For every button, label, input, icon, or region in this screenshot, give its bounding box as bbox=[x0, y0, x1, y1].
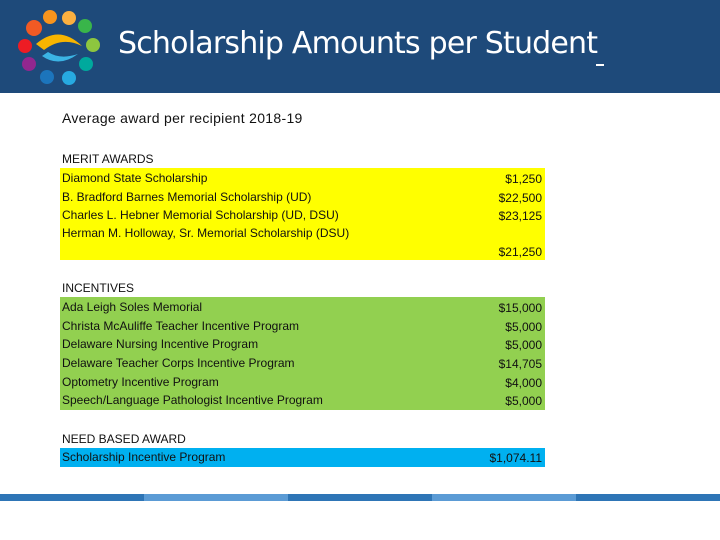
row-label: Diamond State Scholarship bbox=[62, 171, 208, 185]
row-amount: $5,000 bbox=[505, 393, 542, 408]
incentives-header: INCENTIVES bbox=[62, 281, 135, 295]
table-row bbox=[62, 448, 542, 467]
row-label: Ada Leigh Soles Memorial bbox=[62, 300, 203, 314]
subtitle: Average award per recipient 2018-19 bbox=[62, 110, 303, 126]
title-underline-mark bbox=[596, 64, 604, 66]
row-amount: $21,250 bbox=[498, 244, 542, 259]
row-amount: $4,000 bbox=[505, 375, 542, 390]
table-row bbox=[62, 391, 542, 410]
footer-bar-segment bbox=[0, 494, 144, 501]
row-amount: $5,000 bbox=[505, 319, 542, 334]
table-row bbox=[62, 298, 542, 317]
row-label: Herman M. Holloway, Sr. Memorial Scholarship (DSU) bbox=[62, 226, 350, 240]
footer-bar-segment bbox=[432, 494, 576, 501]
table-row bbox=[62, 317, 542, 336]
table-row bbox=[62, 169, 542, 188]
row-label: Optometry Incentive Program bbox=[62, 375, 219, 389]
row-label: Scholarship Incentive Program bbox=[62, 450, 226, 464]
footer-bar-segment bbox=[288, 494, 432, 501]
row-amount: $1,250 bbox=[505, 171, 542, 186]
header-bar bbox=[0, 0, 720, 93]
table-row bbox=[62, 206, 542, 225]
row-label: Charles L. Hebner Memorial Scholarship (UD, DSU) bbox=[62, 208, 339, 222]
row-amount: $1,074.11 bbox=[489, 450, 542, 465]
row-amount: $22,500 bbox=[498, 190, 542, 205]
row-amount: $5,000 bbox=[505, 337, 542, 352]
row-label: Delaware Teacher Corps Incentive Program bbox=[62, 356, 295, 370]
page-title: Scholarship Amounts per Student bbox=[118, 26, 598, 61]
logo-icon bbox=[14, 4, 104, 90]
table-row bbox=[62, 224, 542, 261]
row-label: Christa McAuliffe Teacher Incentive Program bbox=[62, 319, 299, 333]
row-label: B. Bradford Barnes Memorial Scholarship (UD) bbox=[62, 190, 312, 204]
footer-bar-segment bbox=[144, 494, 288, 501]
row-amount: $15,000 bbox=[498, 300, 542, 315]
row-label: Delaware Nursing Incentive Program bbox=[62, 337, 259, 351]
row-amount: $14,705 bbox=[498, 356, 542, 371]
table-row bbox=[62, 335, 542, 354]
merit-header: MERIT AWARDS bbox=[62, 152, 154, 166]
table-row bbox=[62, 354, 542, 373]
table-row bbox=[62, 373, 542, 392]
row-label: Speech/Language Pathologist Incentive Program bbox=[62, 393, 323, 407]
footer-bar-segment bbox=[576, 494, 720, 501]
need-based-header: NEED BASED AWARD bbox=[62, 432, 186, 446]
table-row bbox=[62, 188, 542, 207]
row-amount: $23,125 bbox=[498, 208, 542, 223]
